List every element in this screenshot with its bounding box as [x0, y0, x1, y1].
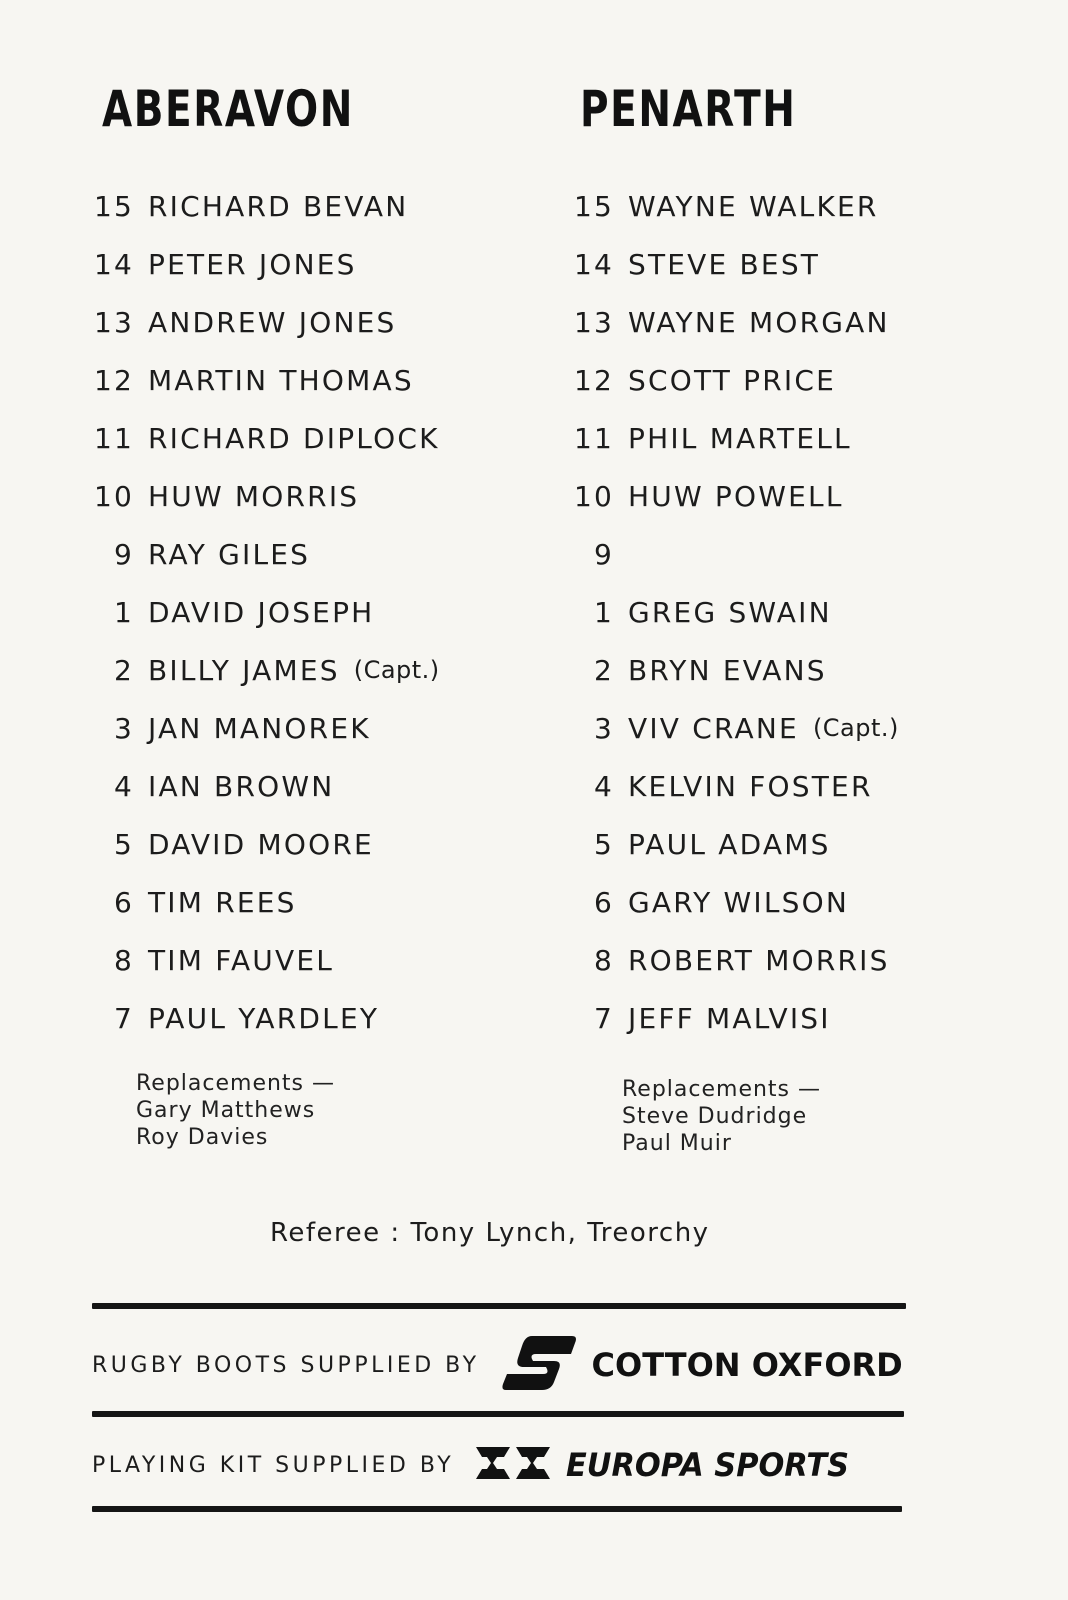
player-name: KELVIN FOSTER — [628, 770, 873, 803]
player-row — [562, 422, 982, 480]
player-number: 15 — [573, 190, 614, 223]
player-name: TIM REES — [148, 886, 297, 919]
player-row — [562, 190, 982, 248]
player-number: 1 — [593, 596, 614, 629]
player-row — [82, 190, 502, 248]
away-replacement-player: Paul Muir — [622, 1131, 732, 1156]
player-name: JAN MANOREK — [148, 712, 371, 745]
player-name: HUW POWELL — [628, 480, 844, 513]
home-team-roster — [82, 190, 502, 1060]
player-name: ROBERT MORRIS — [628, 944, 890, 977]
player-number: 7 — [593, 1002, 614, 1035]
referee-line: Referee : Tony Lynch, Treorchy — [270, 1218, 710, 1248]
player-name: JEFF MALVISI — [628, 1002, 831, 1035]
player-number: 4 — [113, 770, 134, 803]
home-replacement-player: Roy Davies — [136, 1125, 269, 1150]
player-name: BILLY JAMES — [148, 654, 340, 687]
cotton-oxford-logo-icon — [502, 1334, 578, 1396]
home-replacements — [136, 1070, 335, 1151]
away-replacements — [622, 1076, 821, 1157]
player-name: ANDREW JONES — [148, 306, 397, 339]
player-row — [562, 712, 982, 770]
player-number: 12 — [93, 364, 134, 397]
player-name: DAVID MOORE — [148, 828, 374, 861]
player-name: STEVE BEST — [628, 248, 821, 281]
away-replacements-label: Replacements — — [622, 1077, 822, 1102]
player-row — [82, 828, 502, 886]
player-number: 14 — [573, 248, 614, 281]
player-name: WAYNE MORGAN — [628, 306, 890, 339]
home-team-title: ABERAVON — [102, 80, 354, 138]
divider-rule — [92, 1411, 904, 1417]
player-row — [562, 654, 982, 712]
player-row — [82, 306, 502, 364]
player-name: RICHARD DIPLOCK — [148, 422, 440, 455]
player-number: 2 — [113, 654, 134, 687]
player-row — [82, 248, 502, 306]
player-row — [562, 364, 982, 422]
player-row — [562, 480, 982, 538]
cotton-oxford-brand: COTTON OXFORD — [591, 1346, 903, 1384]
divider-rule — [92, 1303, 906, 1309]
player-row — [82, 886, 502, 944]
player-row — [562, 596, 982, 654]
player-row — [562, 1002, 982, 1060]
home-replacements-label: Replacements — — [136, 1071, 336, 1096]
player-number: 9 — [113, 538, 134, 571]
player-number: 6 — [593, 886, 614, 919]
player-number: 2 — [593, 654, 614, 687]
away-replacement-player: Steve Dudridge — [622, 1104, 808, 1129]
player-row — [562, 306, 982, 364]
player-number: 10 — [93, 480, 134, 513]
away-team-title: PENARTH — [580, 80, 797, 138]
player-number: 4 — [593, 770, 614, 803]
player-number: 7 — [113, 1002, 134, 1035]
player-number: 8 — [593, 944, 614, 977]
player-name: RICHARD BEVAN — [148, 190, 409, 223]
player-number: 3 — [113, 712, 134, 745]
kit-sponsor — [92, 1445, 864, 1485]
captain-note: (Capt.) — [353, 656, 440, 684]
player-row — [562, 944, 982, 1002]
player-row — [82, 1002, 502, 1060]
player-number: 15 — [93, 190, 134, 223]
player-number: 5 — [593, 828, 614, 861]
player-row — [82, 596, 502, 654]
player-number: 9 — [593, 538, 614, 571]
player-name: IAN BROWN — [148, 770, 335, 803]
player-row — [82, 538, 502, 596]
home-replacement-player: Gary Matthews — [136, 1098, 316, 1123]
europa-sports-logo-icon — [476, 1445, 552, 1485]
player-name: VIV CRANE — [628, 712, 799, 745]
player-number: 1 — [113, 596, 134, 629]
boots-sponsor — [92, 1334, 903, 1396]
player-name: RAY GILES — [148, 538, 311, 571]
player-name: WAYNE WALKER — [628, 190, 879, 223]
away-team-roster — [562, 190, 982, 1060]
player-number: 10 — [573, 480, 614, 513]
player-number: 11 — [573, 422, 614, 455]
player-name: PHIL MARTELL — [628, 422, 852, 455]
player-number: 12 — [573, 364, 614, 397]
player-row — [562, 828, 982, 886]
player-row — [82, 712, 502, 770]
player-row — [82, 480, 502, 538]
europa-sports-brand: EUROPA SPORTS — [566, 1446, 850, 1484]
divider-rule — [92, 1506, 902, 1512]
player-row — [562, 248, 982, 306]
player-name: PAUL YARDLEY — [148, 1002, 380, 1035]
boots-sponsor-label: RUGBY BOOTS SUPPLIED BY — [92, 1352, 480, 1378]
player-number: 14 — [93, 248, 134, 281]
player-row — [562, 886, 982, 944]
player-number: 8 — [113, 944, 134, 977]
player-number: 3 — [593, 712, 614, 745]
player-name: BRYN EVANS — [628, 654, 827, 687]
player-name: SCOTT PRICE — [628, 364, 837, 397]
player-number: 5 — [113, 828, 134, 861]
player-name: GARY WILSON — [628, 886, 850, 919]
player-row — [562, 770, 982, 828]
player-name: TIM FAUVEL — [148, 944, 335, 977]
kit-sponsor-label: PLAYING KIT SUPPLIED BY — [92, 1452, 455, 1478]
player-name: GREG SWAIN — [628, 596, 832, 629]
player-name: PETER JONES — [148, 248, 357, 281]
player-row — [562, 538, 982, 596]
player-row — [82, 654, 502, 712]
captain-note: (Capt.) — [812, 714, 899, 742]
player-name: PAUL ADAMS — [628, 828, 831, 861]
player-number: 11 — [93, 422, 134, 455]
player-row — [82, 364, 502, 422]
player-row — [82, 944, 502, 1002]
player-row — [82, 770, 502, 828]
player-row — [82, 422, 502, 480]
player-number: 6 — [113, 886, 134, 919]
player-number: 13 — [573, 306, 614, 339]
player-name: MARTIN THOMAS — [148, 364, 414, 397]
player-name: DAVID JOSEPH — [148, 596, 375, 629]
player-number: 13 — [93, 306, 134, 339]
player-name: HUW MORRIS — [148, 480, 360, 513]
